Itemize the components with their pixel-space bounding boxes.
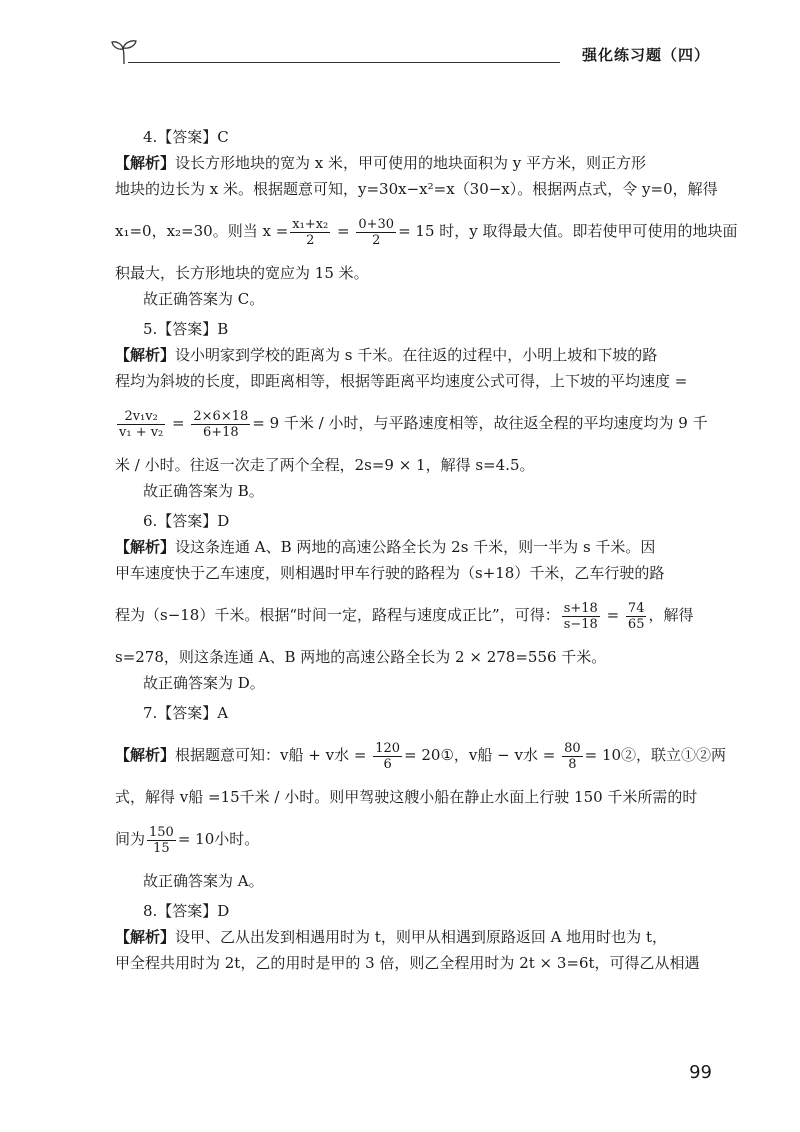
q5-analysis-line3: $\frac{\text{2v₁v₂}}{\text{v₁ + v₂}}$ = $\frac{2\times 6\times 18}{6+18}$ = 9 千米 / 小时，与平路速度相等，故往返全程的平均速度均为 9 千 — [119, 408, 708, 440]
q5-analysis-line4: 米 / 小时。往返一次走了两个全程，2s=9 × 1，解得 s=4.5。 — [115, 456, 535, 474]
q6-analysis-line2: 甲车速度快于乙车速度，则相遇时甲车行驶的路程为（s+18）千米，乙车行驶的路 — [115, 564, 665, 582]
q5-analysis-line1: 【解析】设小明家到学校的距离为 s 千米。在往返的过程中，小明上坡和下坡的路 — [115, 346, 658, 364]
q4-conclusion: 故正确答案为 C。 — [143, 290, 265, 308]
q5-conclusion: 故正确答案为 B。 — [143, 482, 264, 500]
q7-answer: 7.【答案】A — [143, 704, 229, 722]
header-title: 强化练习题（四） — [581, 46, 710, 64]
analysis-tag: 【解析】 — [115, 746, 176, 764]
q7-conclusion: 故正确答案为 A。 — [143, 872, 264, 890]
q7-analysis-line2: 式，解得 v船 =15千米 / 小时。则甲驾驶这艘小船在静止水面上行驶 150 千米所需的时 — [115, 788, 698, 806]
q6-answer: 6.【答案】D — [143, 512, 230, 530]
analysis-tag: 【解析】 — [115, 346, 176, 364]
fraction: $\frac{120}{6}$ — [375, 740, 401, 772]
q4-analysis-line1: 【解析】设长方形地块的宽为 x 米，甲可使用的地块面积为 y 平方米，则正方形 — [115, 154, 647, 172]
fraction: $\frac{80}{8}$ — [564, 740, 581, 772]
fraction: $\frac{s+18}{s-18}$ — [563, 600, 598, 632]
q4-analysis-line3: x₁=0，x₂=30。则当 x = $\frac{\text{x₁+x₂}}{2}$ = $\frac{0+30}{2}$ = 15 时，y 取得最大值。即若使甲可使用的地块面 — [115, 216, 738, 248]
q6-analysis-line1: 【解析】设这条连通 A、B 两地的高速公路全长为 2s 千米，则一半为 s 千米。因 — [115, 538, 656, 556]
q4-answer: 4.【答案】C — [143, 128, 229, 146]
q8-analysis-line1: 【解析】设甲、乙从出发到相遇用时为 t，则甲从相遇到原路返回 A 地用时也为 t， — [115, 928, 667, 946]
fraction: $\frac{0+30}{2}$ — [358, 216, 395, 248]
fraction: $\frac{74}{65}$ — [627, 600, 645, 632]
fraction: $\frac{150}{15}$ — [149, 824, 174, 856]
q7-analysis-line3: 间为 $\frac{150}{15}$ = 10小时。 — [115, 824, 260, 856]
fraction: $\frac{\text{x₁+x₂}}{2}$ — [292, 216, 329, 248]
answer-content — [115, 120, 738, 976]
analysis-tag: 【解析】 — [115, 538, 176, 556]
page-header — [110, 36, 710, 66]
q6-analysis-line3: 程为（s−18）千米。根据“时间一定，路程与速度成正比”，可得： $\frac{s+18}{s-18}$ = $\frac{74}{65}$ ，解得 — [115, 600, 694, 632]
header-rule — [128, 62, 560, 63]
q7-analysis-line1: 【解析】根据题意可知：v船 + v水 = $\frac{120}{6}$ = 20①，v船 − v水 = $\frac{80}{8}$ = 10②，联立①②两 — [115, 740, 727, 772]
analysis-tag: 【解析】 — [115, 928, 176, 946]
q5-analysis-line2: 程均为斜坡的长度，即距离相等，根据等距离平均速度公式可得，上下坡的平均速度 = — [115, 372, 688, 390]
q5-answer: 5.【答案】B — [143, 320, 229, 338]
analysis-tag: 【解析】 — [115, 154, 176, 172]
page-number: 99 — [689, 1062, 712, 1083]
q4-analysis-line4: 积最大，长方形地块的宽应为 15 米。 — [115, 264, 369, 282]
fraction: $\frac{2\times 6\times 18}{6+18}$ — [193, 408, 249, 440]
q8-analysis-line2: 甲全程共用时为 2t，乙的用时是甲的 3 倍，则乙全程用时为 2t × 3=6t，可得乙从相遇 — [115, 954, 700, 972]
q6-conclusion: 故正确答案为 D。 — [143, 674, 265, 692]
q4-analysis-line2: 地块的边长为 x 米。根据题意可知，y=30x−x²=x（30−x）。根据两点式，令 y=0，解得 — [115, 180, 718, 198]
q8-answer: 8.【答案】D — [143, 902, 230, 920]
fraction: $\frac{\text{2v₁v₂}}{\text{v₁ + v₂}}$ — [119, 408, 164, 440]
q6-analysis-line4: s=278，则这条连通 A、B 两地的高速公路全长为 2 × 278=556 千米。 — [115, 648, 607, 666]
